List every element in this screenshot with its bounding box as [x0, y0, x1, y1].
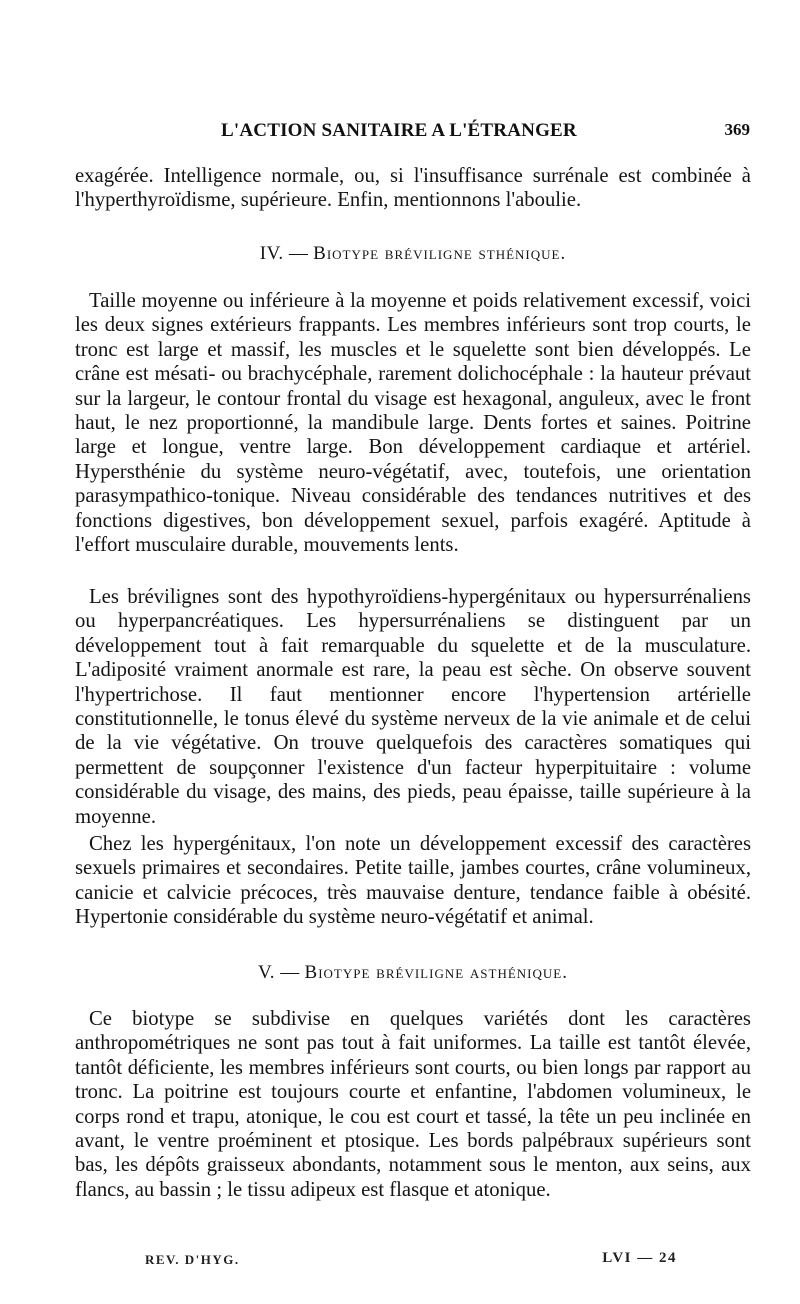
- section-heading-iv: [75, 243, 751, 265]
- running-title: L'ACTION SANITAIRE A L'ÉTRANGER: [221, 120, 577, 141]
- section-title: Biotype bréviligne asthénique.: [304, 962, 568, 983]
- page-footer: [145, 1252, 677, 1274]
- footer-signature: LVI — 24: [602, 1250, 677, 1266]
- paragraph-text: Chez les hypergénitaux, l'on note un développement excessif des caractères sexuels primaires et secondaires. Petite taille, jambes courtes, crâne volumineux, canicie et calvicie précoces, très mauvaise denture, tendance faible à obésité. Hypertonie considérable du système neuro-végétatif et animal.: [75, 833, 751, 929]
- paragraph-text: exagérée. Intelligence normale, ou, si l'insuffisance surrénale est combinée à l'hyperthyroïdisme, supérieure. Enfin, mentionnons l'aboulie.: [75, 165, 751, 212]
- paragraph-asthenic-description: [75, 1007, 751, 1202]
- paragraph-sthenic-description: [75, 289, 751, 557]
- section-title: Biotype bréviligne sthénique.: [313, 243, 567, 264]
- running-header: [75, 120, 750, 146]
- paragraph-brevilignes-types: [75, 585, 751, 829]
- paragraph-continuation: [75, 164, 751, 213]
- paragraph-hypergenitaux: [75, 832, 751, 930]
- section-numeral: V. —: [258, 962, 300, 983]
- paragraph-text: Taille moyenne ou inférieure à la moyenne et poids relativement excessif, voici les deux signes extérieurs frappants. Les membres inférieurs sont trop courts, le tronc est large et massif, les muscles et le squelette sont bien développés. Le crâne est mésati- ou brachycéphale, rarement dolichocéphale : la hauteur prévaut sur la largeur, le contour frontal du visage est hexagonal, anguleux, avec le front haut, le nez proportionné, la mandibule large. Dents fortes et saines. Poitrine large et longue, ventre large. Bon développement cardiaque et artériel. Hypersthénie du système neuro-végétatif, avec, toutefois, une orientation parasympathico-tonique. Niveau considérable des tendances nutritives et des fonctions digestives, bon développement sexuel, parfois exagéré. Aptitude à l'effort musculaire durable, mouvements lents.: [75, 290, 751, 557]
- section-heading-v: [75, 962, 751, 984]
- paragraph-text: Ce biotype se subdivise en quelques variétés dont les caractères anthropométriques ne sont pas tout à fait uniformes. La taille est tantôt élevée, tantôt déficiente, les membres inférieurs sont courts, ou bien longs par rapport au tronc. La poitrine est toujours courte et enfantine, l'abdomen volumineux, le corps rond et trapu, atonique, le cou est court et tassé, la tête un peu inclinée en avant, le ventre proéminent et ptosique. Les bords palpébraux supérieurs sont bas, les dépôts graisseux abondants, notamment sous le menton, aux seins, aux flancs, au bassin ; le tissu adipeux est flasque et atonique.: [75, 1008, 751, 1201]
- page-number: 369: [724, 120, 750, 139]
- paragraph-text: Les brévilignes sont des hypothyroïdiens-hypergénitaux ou hypersurrénaliens ou hyperpancréatiques. Les hypersurrénaliens se distinguent par un développement tout à fait remarquable du squelette et de la musculature. L'adiposité vraiment anormale est rare, la peau est sèche. On observe souvent l'hypertrichose. Il faut mentionner encore l'hypertension artérielle constitutionnelle, le tonus élevé du système nerveux de la vie animale et de celui de la vie végétative. On trouve quelquefois des caractères somatiques qui permettent de soupçonner l'existence d'un facteur hyperpituitaire : volume considérable du visage, des mains, des pieds, peau épaisse, taille supérieure à la moyenne.: [75, 586, 751, 828]
- section-numeral: IV. —: [259, 243, 309, 264]
- footer-journal: REV. D'HYG.: [145, 1252, 240, 1267]
